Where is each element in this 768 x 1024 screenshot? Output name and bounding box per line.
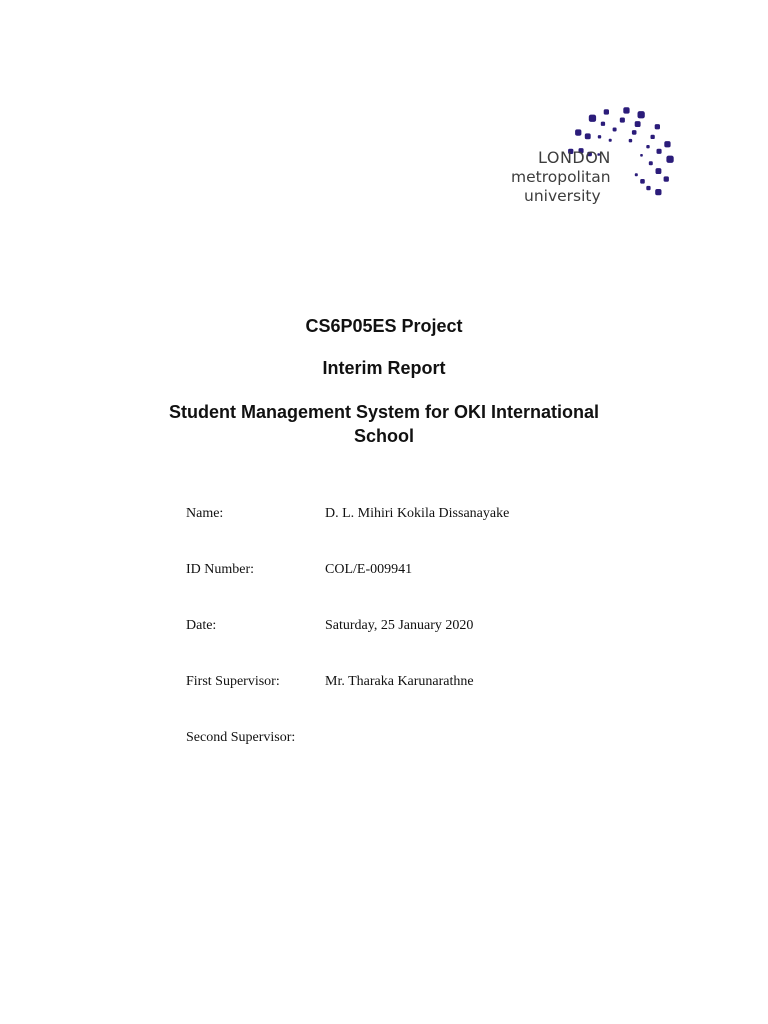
logo-dot: [632, 130, 637, 135]
report-title: Interim Report: [322, 358, 446, 378]
logo-line-metropolitan: metropolitan: [511, 168, 611, 186]
logo-dot: [575, 129, 581, 135]
logo-dot: [601, 122, 605, 126]
detail-label: ID Number:: [186, 562, 255, 577]
logo-dot: [664, 141, 670, 147]
logo-dot: [640, 179, 645, 184]
logo-dot: [598, 135, 601, 138]
detail-label: Name:: [186, 506, 224, 521]
detail-value: D. L. Mihiri Kokila Dissanayake: [325, 506, 510, 521]
logo-dot: [649, 161, 653, 165]
logo-dot: [646, 145, 649, 148]
project-title-line2: School: [353, 426, 414, 446]
detail-value: Saturday, 25 January 2020: [325, 618, 474, 633]
logo-dot: [651, 135, 655, 139]
logo-dot: [638, 111, 645, 118]
university-logo: [508, 98, 678, 210]
logo-line-university: university: [524, 187, 601, 205]
detail-label: Date:: [186, 618, 217, 633]
logo-dot: [604, 109, 609, 114]
logo-dot: [635, 121, 641, 127]
logo-dot: [664, 176, 669, 181]
project-title-line1: Student Management System for OKI International: [168, 402, 600, 422]
detail-value: COL/E-009941: [325, 562, 413, 577]
logo-dot: [656, 168, 662, 174]
logo-dot: [655, 124, 660, 129]
logo-dot: [635, 173, 638, 176]
detail-value: Mr. Tharaka Karunarathne: [325, 674, 474, 689]
logo-dot: [646, 186, 650, 190]
logo-dot: [655, 189, 661, 195]
logo-dot: [629, 139, 633, 143]
logo-dot: [640, 154, 643, 157]
detail-label: Second Supervisor:: [186, 730, 296, 745]
logo-dot: [589, 115, 596, 122]
logo-dot: [623, 107, 629, 113]
logo-line-london: LONDON: [538, 148, 611, 167]
project-title: [0, 400, 768, 448]
detail-label: First Supervisor:: [186, 674, 280, 689]
course-title: CS6P05ES Project: [305, 316, 463, 336]
logo-dot: [657, 149, 662, 154]
logo-dot: [620, 118, 625, 123]
logo-dot: [585, 133, 591, 139]
logo-dot: [613, 128, 617, 132]
logo-dot: [609, 139, 612, 142]
logo-dot: [666, 156, 673, 163]
